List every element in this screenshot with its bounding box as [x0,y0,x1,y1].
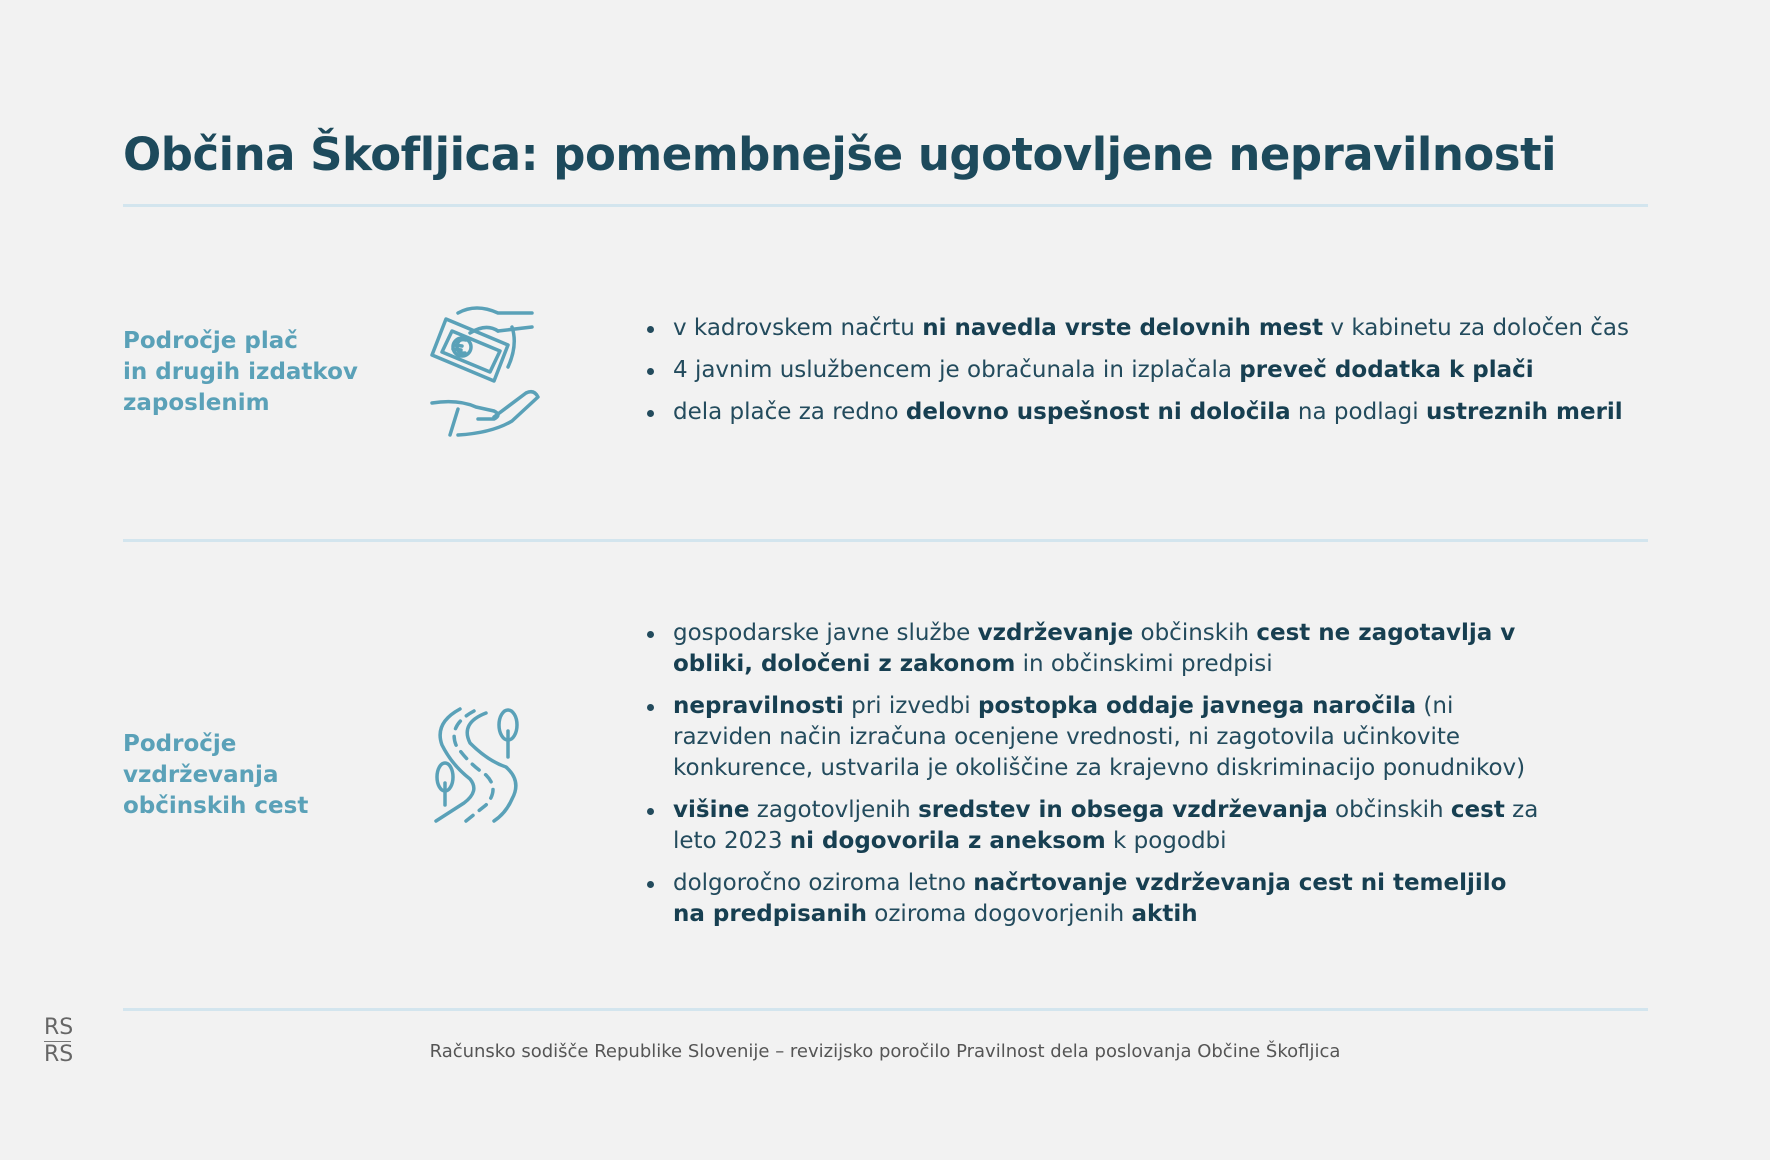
finding-emphasis: cest ne zagotavlja v obliki, določeni z zakonom [673,620,1516,677]
section-label-line: vzdrževanja [123,762,279,788]
finding-text [673,315,1629,341]
logo-top: RS [44,1015,74,1040]
section-label-roads [123,729,308,822]
finding-run: za leto 2023 [673,797,1539,854]
finding-text [673,399,1623,425]
footer-divider [123,1008,1648,1011]
finding-run: (ni razviden način izračuna ocenjene vrednosti, ni zagotovila učinkovite konkurence, ustvarila je okoliščine za krajevno diskriminacijo ponudnikov) [673,693,1526,781]
finding-emphasis: sredstev in obsega vzdrževanja [918,797,1328,823]
footer-text: Računsko sodišče Republike Slovenije – revizijsko poročilo Pravilnost dela poslovanja Občine Škofljica [429,1041,1341,1062]
finding-run: pri izvedbi [843,693,979,719]
finding-item [645,868,1545,930]
finding-emphasis: delovno uspešnost ni določila [905,399,1291,425]
finding-run: oziroma dogovorjenih [866,901,1132,927]
section-divider [123,539,1648,542]
finding-text [673,620,1515,677]
finding-emphasis: vzdrževanje [977,620,1134,646]
finding-run: občinskih [1133,620,1257,646]
finding-emphasis: ni navedla vrste delovnih mest [922,315,1324,341]
finding-emphasis: višine [673,797,750,823]
finding-emphasis: aktih [1131,901,1198,927]
section-label-salaries [123,326,358,419]
finding-text [673,797,1538,854]
finding-run: dolgoročno oziroma letno [673,870,974,896]
finding-run: občinskih [1327,797,1451,823]
finding-item [645,795,1545,857]
finding-item [645,397,1645,428]
finding-item [645,618,1545,680]
finding-run: k pogodbi [1105,828,1227,854]
finding-emphasis: cest [1450,797,1505,823]
finding-run: in občinskimi predpisi [1015,651,1273,677]
finding-item [645,691,1545,784]
section-label-line: in drugih izdatkov [123,359,358,385]
logo-bottom: RS [44,1042,74,1067]
finding-run: zagotovljenih [749,797,919,823]
finding-emphasis: ni dogovorila z aneksom [789,828,1106,854]
finding-run: gospodarske javne službe [673,620,978,646]
finding-text [673,870,1506,927]
finding-emphasis: ustreznih meril [1425,399,1623,425]
title-divider [123,204,1648,207]
section-label-line: Področje plač [123,328,298,354]
finding-emphasis: postopka oddaje javnega naročila [978,693,1417,719]
finding-emphasis: preveč dodatka k plači [1239,357,1534,383]
finding-run: 4 javnim uslužbencem je obračunala in izplačala [673,357,1240,383]
section-label-line: zaposlenim [123,390,270,416]
finding-run: v kadrovskem načrtu [673,315,923,341]
finding-emphasis: nepravilnosti [673,693,844,719]
finding-text [673,693,1525,781]
road-trees-icon [430,705,538,825]
money-in-hand-icon [428,305,544,437]
finding-item [645,355,1645,386]
finding-emphasis: načrtovanje vzdrževanja cest ni temeljilo na predpisanih [673,870,1507,927]
finding-run: v kabinetu za določen čas [1323,315,1629,341]
findings-list-roads [645,618,1545,941]
page-title: Občina Škofljica: pomembnejše ugotovljene nepravilnosti [123,128,1557,181]
findings-list-salaries [645,313,1645,439]
finding-text [673,357,1534,383]
section-label-line: Področje [123,731,237,757]
finding-run: dela plače za redno [673,399,906,425]
finding-item [645,313,1645,344]
section-label-line: občinskih cest [123,793,309,819]
finding-run: na podlagi [1290,399,1426,425]
